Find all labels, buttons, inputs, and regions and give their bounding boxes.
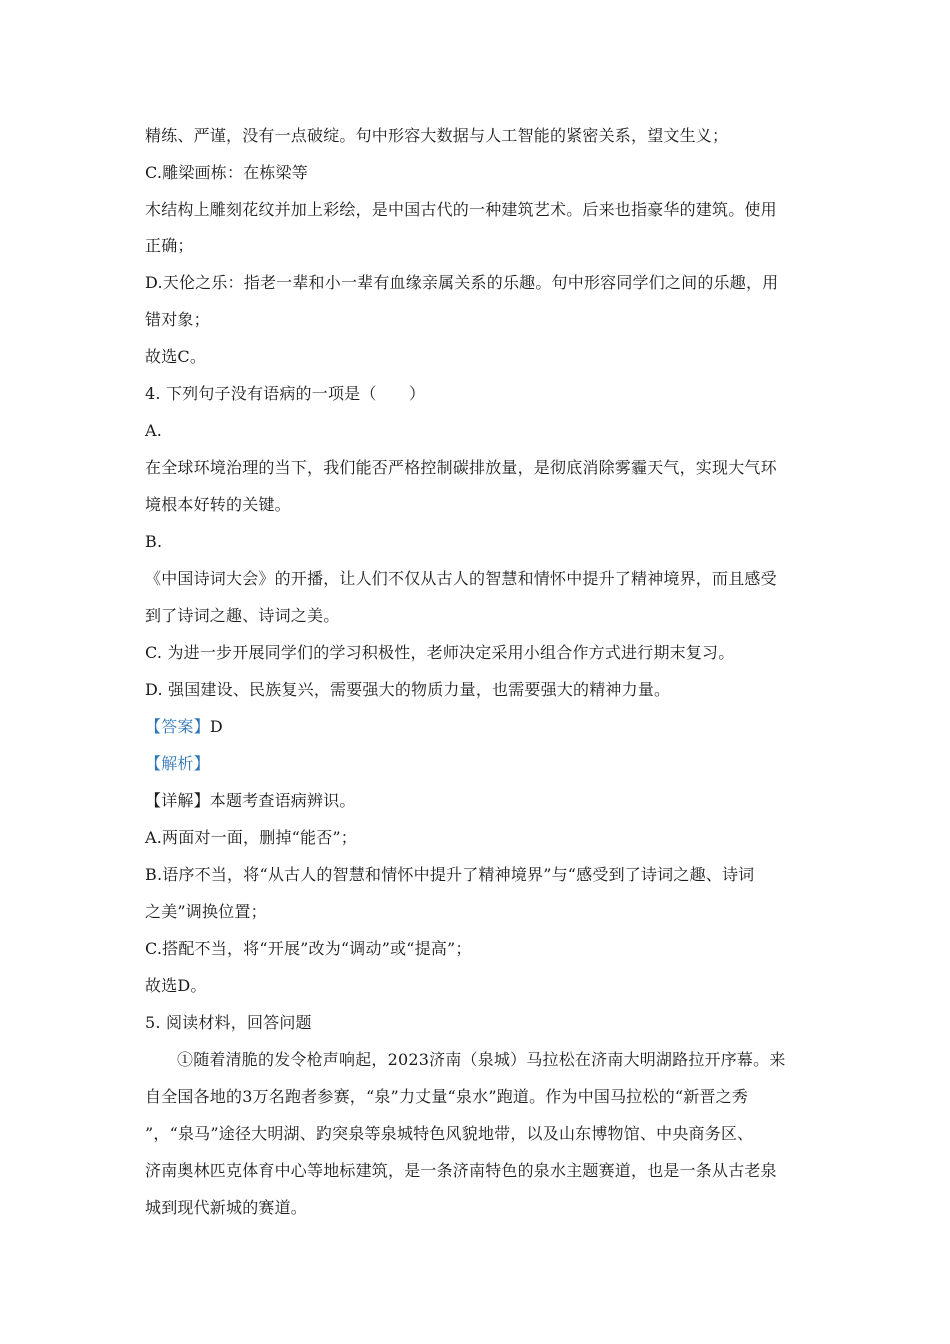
explanation-line: A.两面对一面，删掉“能否”； [145,828,358,847]
question-5-title: 5. 阅读材料，回答问题 [145,1013,312,1032]
option-b-label: B. [145,532,163,551]
explanation-line: 【详解】本题考查语病辨识。 [145,791,356,810]
explanation-line: B.语序不当，将“从古人的智慧和情怀中提升了精神境界”与“感受到了诗词之趣、诗词 [145,865,755,884]
passage-line: 自全国各地的3万名跑者参赛，“泉”力丈量“泉水”跑道。作为中国马拉松的“新晋之秀 [145,1087,749,1106]
text-line: 错对象； [145,310,210,329]
answer-label: 【答案】 [145,717,210,736]
option-d: D. 强国建设、民族复兴，需要强大的物质力量，也需要强大的精神力量。 [145,680,671,699]
explanation-line: 之美”调换位置； [145,902,267,921]
question-4-title: 4. 下列句子没有语病的一项是（ ） [145,384,426,403]
passage-line: ”，“泉马”途径大明湖、趵突泉等泉城特色风貌地带，以及山东博物馆、中央商务区、 [145,1124,754,1143]
option-b-text: 《中国诗词大会》的开播，让人们不仅从古人的智慧和情怀中提升了精神境界，而且感受 [145,569,777,588]
option-c: C. 为进一步开展同学们的学习积极性，老师决定采用小组合作方式进行期末复习。 [145,643,735,662]
text-line: 故选C。 [145,347,207,366]
text-line: C.雕梁画栋：在栋梁等 [145,163,308,182]
analysis-label: 【解析】 [145,754,210,773]
text-line: 精练、严谨，没有一点破绽。句中形容大数据与人工智能的紧密关系，望文生义； [145,126,729,145]
passage-line: 济南奥林匹克体育中心等地标建筑，是一条济南特色的泉水主题赛道，也是一条从古老泉 [145,1161,777,1180]
passage-line: 城到现代新城的赛道。 [145,1198,308,1217]
answer-value: D [209,717,223,736]
option-a-text: 在全球环境治理的当下，我们能否严格控制碳排放量，是彻底消除雾霾天气，实现大气环 [145,458,777,477]
explanation-line: 故选D。 [145,976,207,995]
option-a-label: A. [145,421,163,440]
text-line: 木结构上雕刻花纹并加上彩绘，是中国古代的一种建筑艺术。后来也指豪华的建筑。使用 [145,200,777,219]
passage-line: ①随着清脆的发令枪声响起，2023济南（泉城）马拉松在济南大明湖路拉开序幕。来 [177,1050,786,1069]
answer-line [145,717,223,737]
text-line: D.天伦之乐：指老一辈和小一辈有血缘亲属关系的乐趣。句中形容同学们之间的乐趣，用 [145,273,779,292]
option-b-text: 到了诗词之趣、诗词之美。 [145,606,340,625]
text-line: 正确； [145,236,194,255]
explanation-line: C.搭配不当，将“开展”改为“调动”或“提高”； [145,939,472,958]
option-a-text: 境根本好转的关键。 [145,495,291,514]
